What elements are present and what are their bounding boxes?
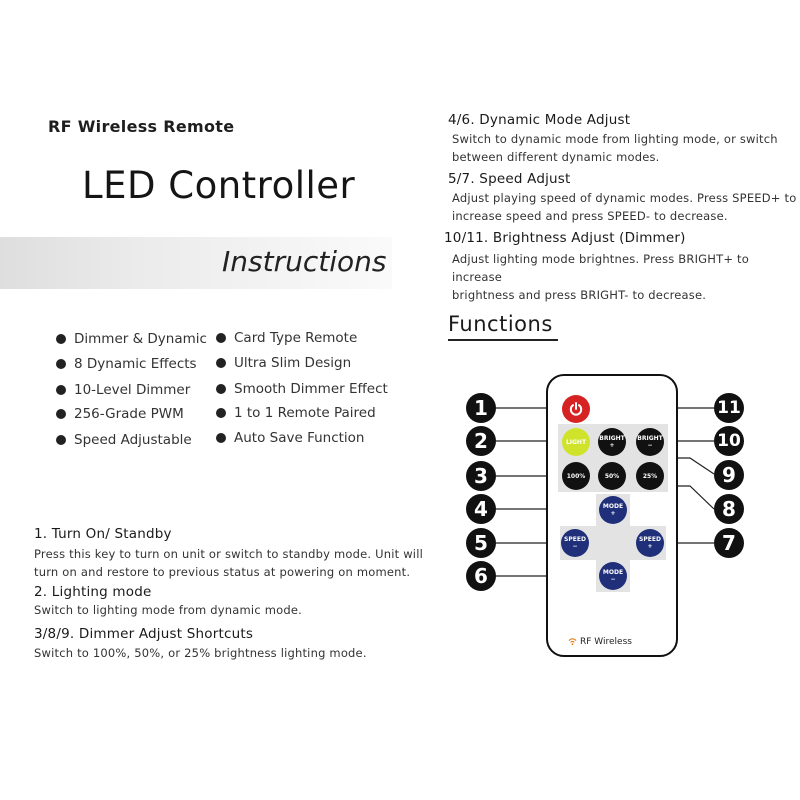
wifi-icon — [568, 637, 577, 646]
callout-1: 1 — [466, 393, 496, 423]
feature-item: Ultra Slim Design — [216, 355, 351, 371]
callout-7: 7 — [714, 528, 744, 558]
feature-item: Dimmer & Dynamic — [56, 331, 207, 347]
section-title: 4/6. Dynamic Mode Adjust — [448, 112, 631, 128]
functions-heading: Functions — [448, 312, 553, 336]
section-title: 3/8/9. Dimmer Adjust Shortcuts — [34, 626, 254, 642]
brightness-25-button[interactable]: 25% — [636, 462, 664, 490]
bullet-icon — [56, 359, 66, 369]
callout-6: 6 — [466, 561, 496, 591]
power-icon — [568, 401, 584, 417]
feature-item: 10-Level Dimmer — [56, 382, 190, 398]
page-title: LED Controller — [82, 164, 356, 207]
section-title: 2. Lighting mode — [34, 584, 152, 600]
bullet-icon — [216, 408, 226, 418]
bright-plus-button[interactable]: BRIGHT + — [598, 428, 626, 456]
callout-3: 3 — [466, 461, 496, 491]
bullet-icon — [216, 384, 226, 394]
bullet-icon — [216, 433, 226, 443]
power-button[interactable] — [562, 395, 590, 423]
section-body: Switch to 100%, 50%, or 25% brightness lighting mode. — [34, 646, 367, 660]
section-body: Adjust lighting mode brightnes. Press BRIGHT+ to increase brightness and press BRIGHT- to decrease. — [452, 252, 749, 302]
callout-11: 11 — [714, 393, 744, 423]
speed-minus-button[interactable]: SPEED − — [561, 529, 589, 557]
instructions-heading: Instructions — [222, 245, 387, 278]
callout-2: 2 — [466, 426, 496, 456]
feature-item: Auto Save Function — [216, 430, 365, 446]
bullet-icon — [216, 333, 226, 343]
rf-wireless-label: RF Wireless — [580, 637, 632, 647]
section-title: 5/7. Speed Adjust — [448, 171, 571, 187]
heading-underline — [448, 339, 558, 341]
mode-minus-button[interactable]: MODE − — [599, 562, 627, 590]
subtitle: RF Wireless Remote — [48, 117, 235, 136]
section-body: Switch to lighting mode from dynamic mode. — [34, 603, 302, 617]
feature-item: Smooth Dimmer Effect — [216, 381, 388, 397]
callout-9: 9 — [714, 460, 744, 490]
bullet-icon — [216, 358, 226, 368]
brightness-50-button[interactable]: 50% — [598, 462, 626, 490]
section-title: 1. Turn On/ Standby — [34, 526, 172, 542]
feature-item: Card Type Remote — [216, 330, 357, 346]
section-body: Press this key to turn on unit or switch to standby mode. Unit will turn on and restore to previous status at powering on moment. — [34, 547, 423, 579]
section-title: 10/11. Brightness Adjust (Dimmer) — [444, 230, 686, 246]
callout-4: 4 — [466, 494, 496, 524]
section-body: Switch to dynamic mode from lighting mode, or switch between different dynamic modes. — [452, 132, 778, 164]
callout-5: 5 — [466, 528, 496, 558]
bullet-icon — [56, 385, 66, 395]
bullet-icon — [56, 334, 66, 344]
bullet-icon — [56, 435, 66, 445]
feature-item: 8 Dynamic Effects — [56, 356, 197, 372]
bright-minus-button[interactable]: BRIGHT − — [636, 428, 664, 456]
feature-item: 256-Grade PWM — [56, 406, 184, 422]
bullet-icon — [56, 409, 66, 419]
mode-plus-button[interactable]: MODE + — [599, 496, 627, 524]
light-button[interactable]: LIGHT — [562, 428, 590, 456]
callout-8: 8 — [714, 494, 744, 524]
section-body: Adjust playing speed of dynamic modes. Press SPEED+ to increase speed and press SPEED- to decrease. — [452, 191, 797, 223]
callout-10: 10 — [714, 426, 744, 456]
speed-plus-button[interactable]: SPEED + — [636, 529, 664, 557]
brightness-100-button[interactable]: 100% — [562, 462, 590, 490]
feature-item: 1 to 1 Remote Paired — [216, 405, 376, 421]
feature-item: Speed Adjustable — [56, 432, 192, 448]
